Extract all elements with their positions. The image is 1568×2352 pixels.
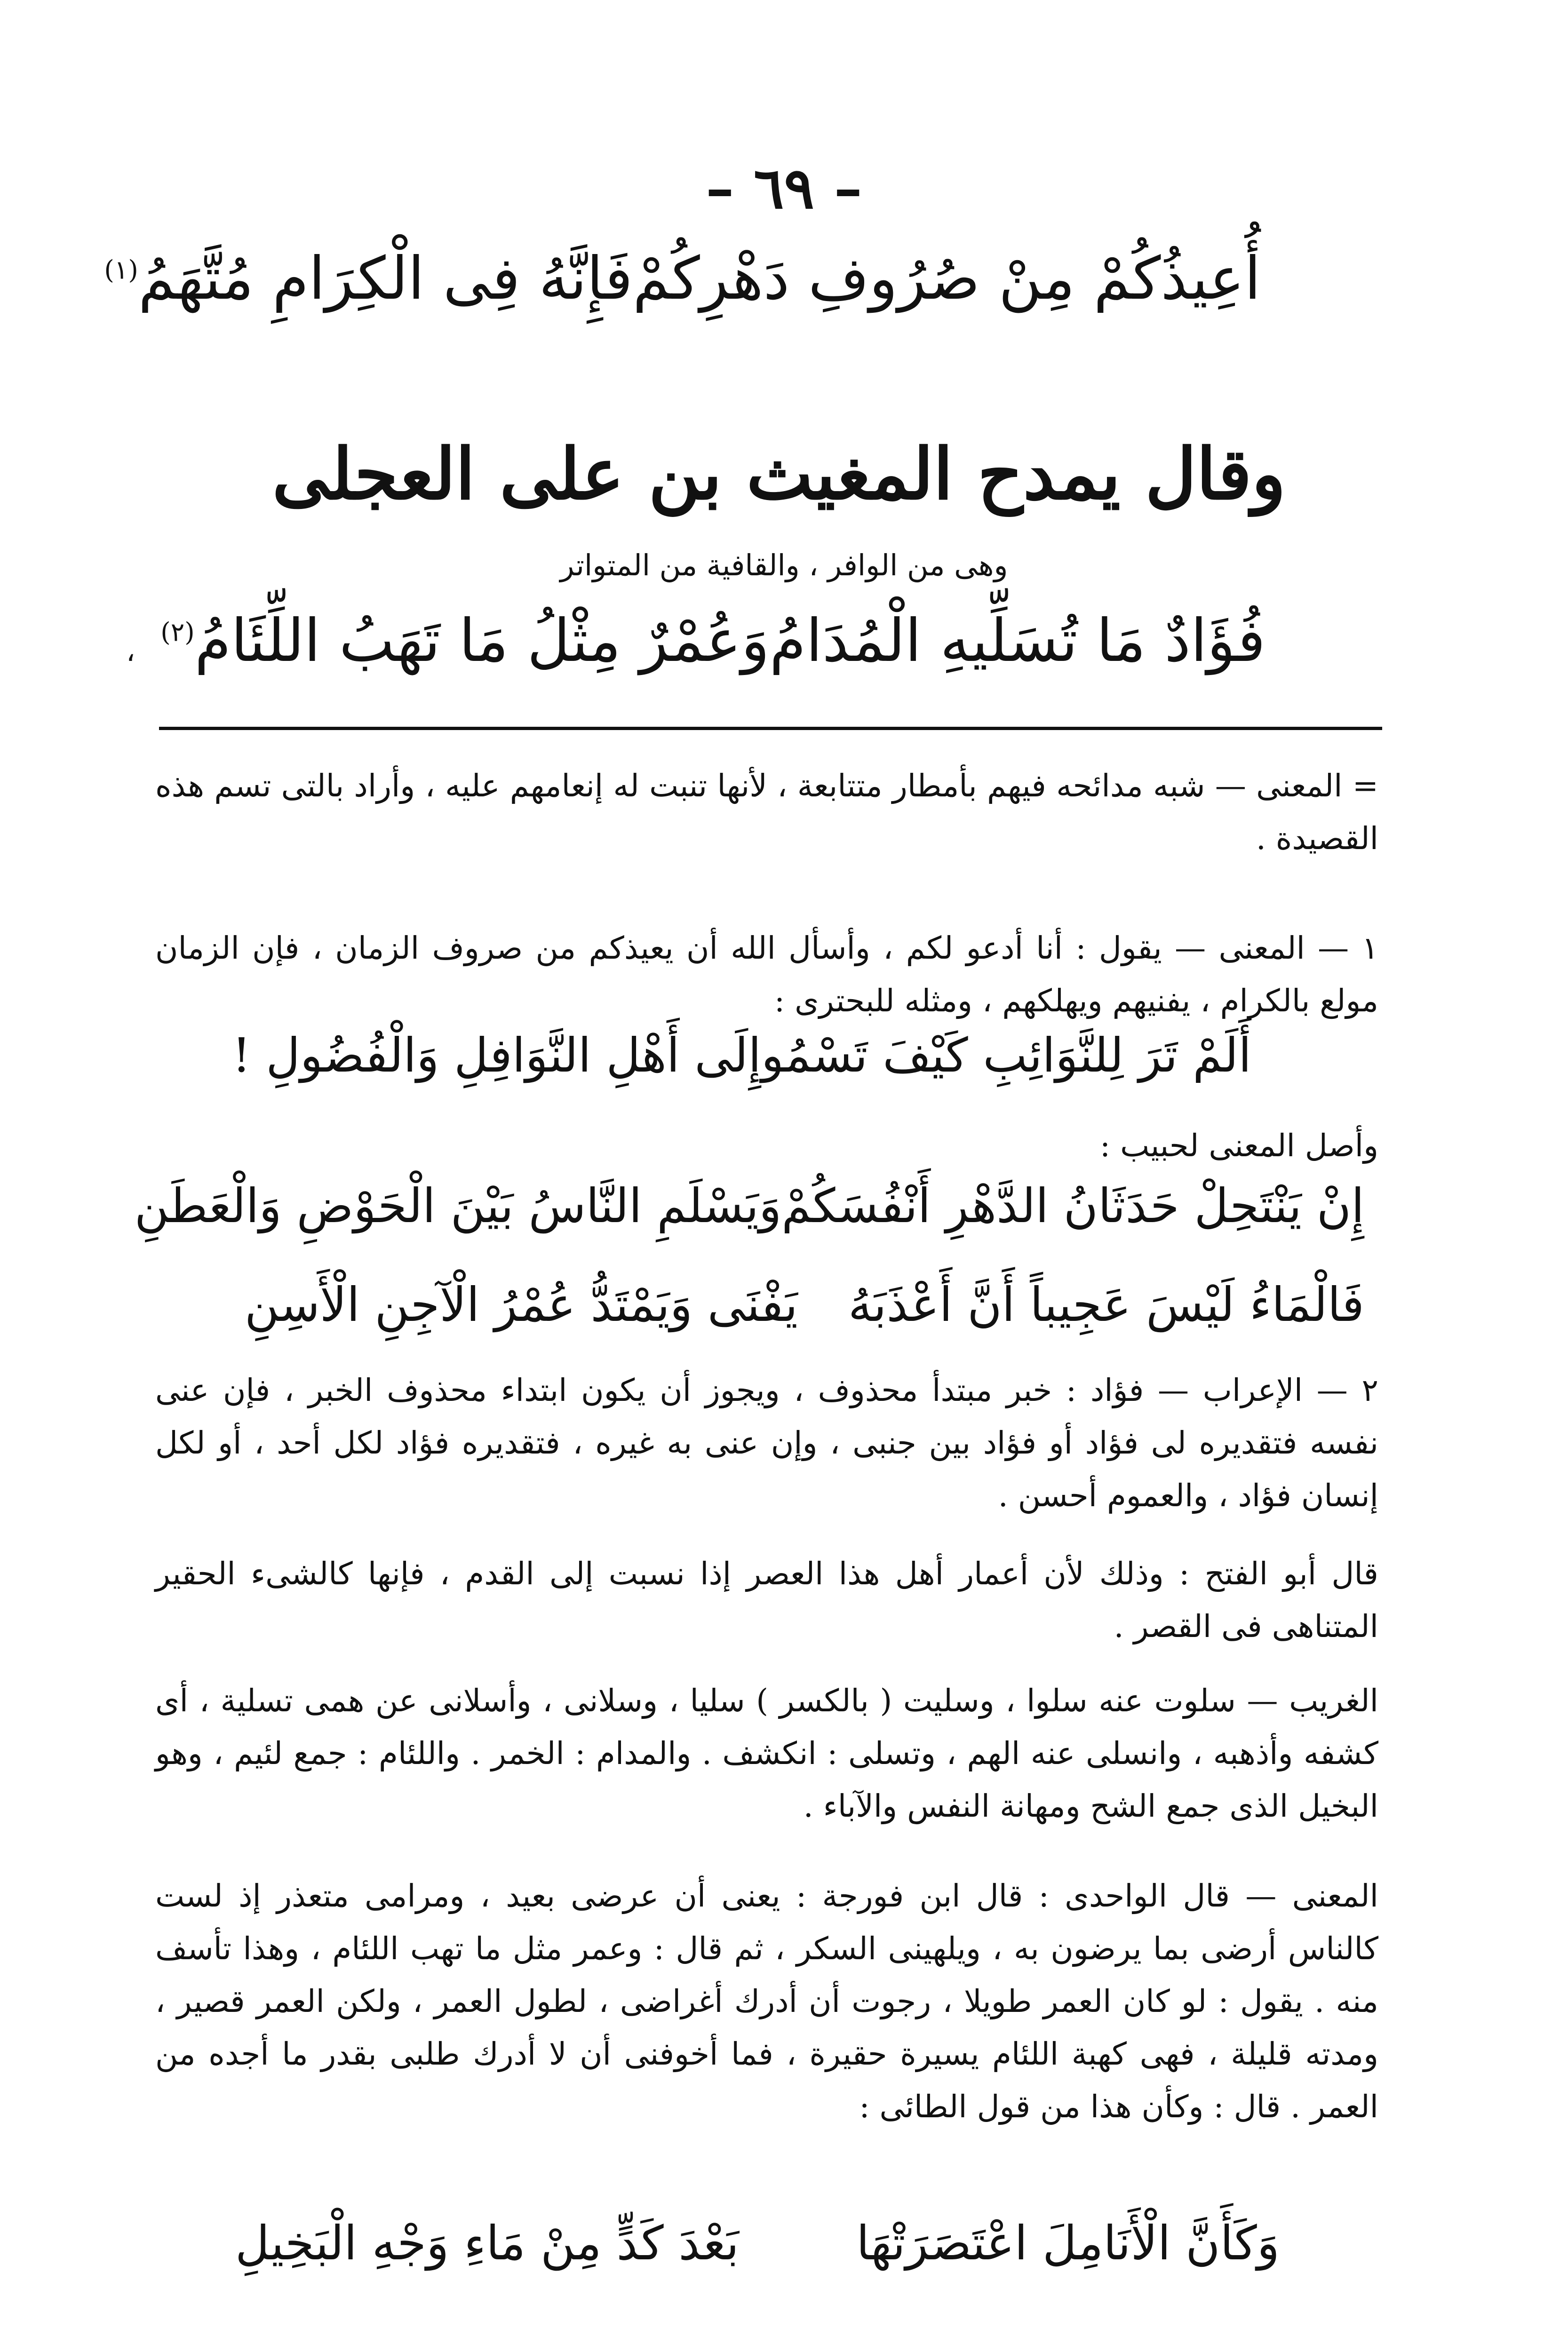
verse-1-second-hemistich bbox=[104, 245, 633, 313]
footnote-divider bbox=[159, 727, 1382, 730]
commentary-paragraph-4: ٢ — الإعراب — فؤاد : خبر مبتدأ محذوف ، ويجوز أن يكون ابتداء محذوف الخبر ، فإن عنى نفسه فتقديره لى فؤاد أو فؤاد بين جنبى ، وإن عنى به غيره ، فتقديره فؤاد لكل أحد ، أو لكل إنسان فؤاد ، والعموم أحسن . bbox=[155, 1372, 1378, 1514]
commentary-paragraph-3: وأصل المعنى لحبيب : bbox=[1099, 1128, 1378, 1164]
quoted-verse-habib-2 bbox=[245, 1277, 1364, 1332]
verse-line-2 bbox=[160, 607, 1266, 675]
verse-1-second-hemistich-text: فَإِنَّهُ فِى الْكِرَامِ مُتَّهَمُ bbox=[138, 245, 633, 313]
verse-2-second-hemistich bbox=[160, 607, 770, 675]
quoted-verse-habib-2-first: فَالْمَاءُ لَيْسَ عَجِيباً أَنَّ أَعْذَبَهُ bbox=[848, 1277, 1364, 1332]
meter-line: وهى من الوافر ، والقافية من المتواتر bbox=[560, 548, 1008, 582]
poem-title: وقال يمدح المغيث بن على العجلى bbox=[272, 433, 1286, 516]
verse-1-first-hemistich: أُعِيذُكُمْ مِنْ صُرُوفِ دَهْرِكُمْ bbox=[633, 245, 1261, 313]
quoted-verse-tai bbox=[235, 2216, 1280, 2271]
quoted-verse-habib-2-second: يَفْنَى وَيَمْتَدُّ عُمْرُ الْآجِنِ الْأَسِنِ bbox=[245, 1277, 798, 1332]
commentary-paragraph-6: الغريب — سلوت عنه سلوا ، وسليت ( بالكسر ) سليا ، وسلانى ، وأسلانى عن همى تسلية ، أى كشفه وأذهبه ، وانسلى عنه الهم ، وتسلى : انكشف . والمدام : الخمر . واللئام : جمع لئيم ، وهو البخيل الذى جمع الشح ومهانة النفس والآباء . bbox=[155, 1683, 1379, 1824]
verse-2-second-hemistich-text: وَعُمْرٌ مِثْلُ مَا تَهَبُ اللِّئَامُ bbox=[194, 607, 770, 675]
quoted-verse-buhturi-second: إِلَى أَهْلِ النَّوَافِلِ وَالْفُضُولِ ! bbox=[232, 1028, 761, 1083]
commentary-paragraph-1: = المعنى — شبه مدائحه فيهم بأمطار متتابعة ، لأنها تنبت له إنعامهم عليه ، وأراد بالتى تسم هذه القصيدة . bbox=[155, 768, 1378, 857]
quoted-verse-buhturi-first: أَلَمْ تَرَ لِلنَّوَائِبِ كَيْفَ تَسْمُو bbox=[761, 1028, 1251, 1083]
verse-line-1 bbox=[104, 245, 1261, 313]
commentary-paragraph-7: المعنى — قال الواحدى : قال ابن فورجة : يعنى أن عرضى بعيد ، ومرامى متعذر إذ لست كالناس أرضى بما يرضون به ، ويلهينى السكر ، ثم قال : وعمر مثل ما تهب اللئام ، وهذا تأسف منه . يقول : لو كان العمر طويلا ، رجوت أن أدرك أغراضى ، لطول العمر ، ولكن العمر قصير ، ومدته قليلة ، فهى كهبة اللئام يسيرة حقيرة ، فما أخوفنى أن لا أدرك طلبى بقدر ما أجده من العمر . قال : وكأن هذا من قول الطائى : bbox=[155, 1878, 1378, 2125]
page-number: – ٦٩ – bbox=[706, 155, 862, 222]
margin-mark: ، bbox=[126, 635, 135, 668]
footnote-marker-2: (٢) bbox=[160, 617, 195, 647]
quoted-verse-habib-1 bbox=[134, 1178, 1364, 1233]
quoted-verse-tai-second: بَعْدَ كَدٍّ مِنْ مَاءِ وَجْهِ الْبَخِيلِ bbox=[235, 2216, 739, 2271]
quoted-verse-habib-1-second: وَيَسْلَمِ النَّاسُ بَيْنَ الْحَوْضِ وَالْعَطَنِ bbox=[134, 1178, 782, 1233]
quoted-verse-buhturi bbox=[232, 1028, 1251, 1083]
quoted-verse-tai-first: وَكَأَنَّ الْأَنَامِلَ اعْتَصَرَتْهَا bbox=[856, 2216, 1280, 2271]
verse-2-first-hemistich: فُؤَادٌ مَا تُسَلِّيهِ الْمُدَامُ bbox=[769, 607, 1266, 675]
commentary-paragraph-2: ١ — المعنى — يقول : أنا أدعو لكم ، وأسأل الله أن يعيذكم من صروف الزمان ، فإن الزمان مولع بالكرام ، يفنيهم ويهلكهم ، ومثله للبحترى : bbox=[155, 930, 1378, 1019]
footnote-marker-1: (١) bbox=[104, 254, 138, 285]
quoted-verse-habib-1-first: إِنْ يَنْتَحِلْ حَدَثَانُ الدَّهْرِ أَنْفُسَكُمْ bbox=[781, 1178, 1364, 1233]
commentary-paragraph-5: قال أبو الفتح : وذلك لأن أعمار أهل هذا العصر إذا نسبت إلى القدم ، فإنها كالشىء الحقير المتناهى فى القصر . bbox=[155, 1556, 1378, 1645]
